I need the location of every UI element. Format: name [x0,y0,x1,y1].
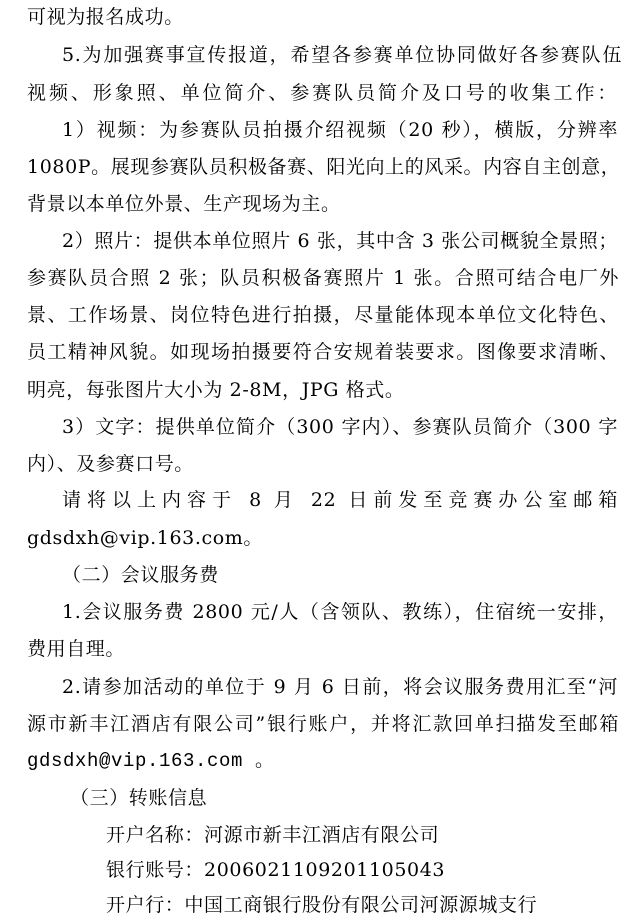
text-line-3: 视频、形象照、单位简介、参赛队员简介及口号的收集工作： [27,82,617,104]
text-line-10: 员工精神风貌。如现场拍摄要符合安规着装要求。图像要求清晰、 [27,341,619,363]
section-heading-meeting-fee: （二）会议服务费 [62,564,219,586]
text-line-21: gdsdxh@vip.163.com 。 [27,750,275,772]
section-heading-transfer-info: （三）转账信息 [70,787,208,809]
account-name-line: 开户名称：河源市新丰江酒店有限公司 [106,824,440,846]
text-line-8: 参赛队员合照 2 张；队员积极备赛照片 1 张。合照可结合电厂外 [27,267,619,289]
text-line-9: 景、工作场景、岗位特色进行拍摄，尽量能体现本单位文化特色、 [27,304,619,326]
text-line-13: 内）、及参赛口号。 [27,453,194,475]
text-line-2: 5.为加强赛事宣传报道，希望各参赛单位协同做好各参赛队伍 [62,44,622,66]
text-line-4: 1）视频：为参赛队员拍摄介绍视频（20 秒），横版，分辨率 [62,119,618,141]
text-line-15: gdsdxh@vip.163.com。 [27,527,264,549]
text-line-6: 背景以本单位外景、生产现场为主。 [27,193,341,215]
text-line-17: 1.会议服务费 2800 元/人（含领队、教练），住宿统一安排， [62,601,618,623]
text-line-5: 1080P。展现参赛队员积极备赛、阳光向上的风采。内容自主创意， [27,156,621,178]
bank-branch-line: 开户行：中国工商银行股份有限公司河源源城支行 [106,894,538,916]
text-line-12: 3）文字：提供单位简介（300 字内）、参赛队员简介（300 字 [62,416,618,438]
text-line-18: 费用自理。 [27,638,126,660]
text-line-7: 2）照片：提供本单位照片 6 张，其中含 3 张公司概貌全景照； [62,230,618,252]
text-line-1: 可视为报名成功。 [27,6,184,28]
text-line-11: 明亮，每张图片大小为 2-8M，JPG 格式。 [27,379,405,401]
text-line-19: 2.请参加活动的单位于 9 月 6 日前，将会议服务费用汇至“河 [62,676,618,698]
text-line-14: 请将以上内容于 8 月 22 日前发至竞赛办公室邮箱 [62,489,618,511]
account-number-line: 银行账号：2006021109201105043 [106,859,446,881]
text-line-20: 源市新丰江酒店有限公司”银行账户，并将汇款回单扫描发至邮箱 [27,713,619,735]
